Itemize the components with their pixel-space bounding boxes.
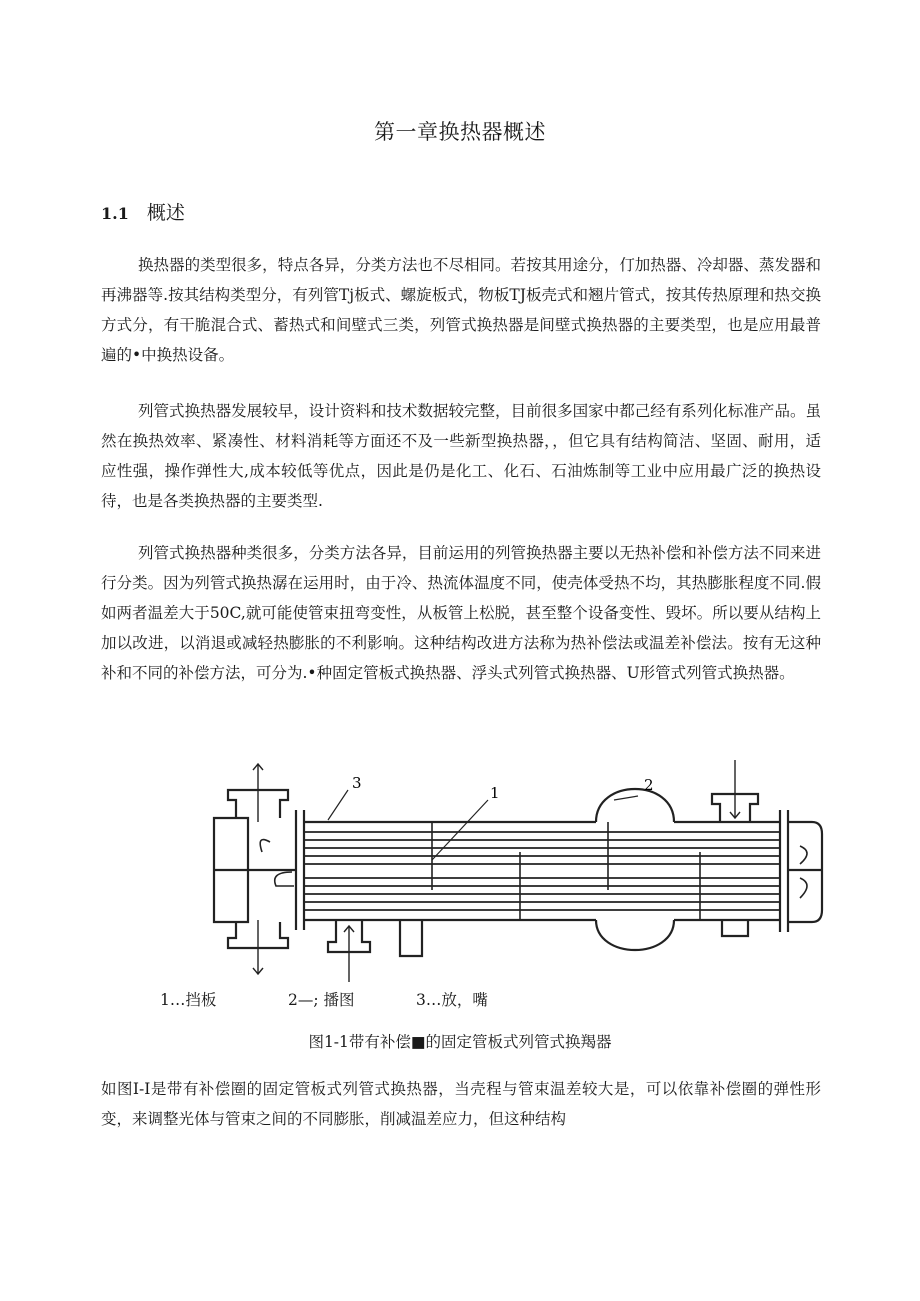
left-tube-sheet <box>296 810 304 930</box>
flow-arrow-icon <box>800 878 807 898</box>
section-heading <box>101 198 185 225</box>
callout-2: 2 <box>644 776 654 794</box>
right-head <box>780 810 788 932</box>
legend-item-1: 1…挡板 <box>160 991 217 1009</box>
paragraph-3: 列管式换热器种类很多，分类方法各异，目前运用的列管换热器主要以无热补偿和补偿方法不同来进行分类。因为列管式换热潺在运用时，由于冷、热流体温度不同，使壳体受热不均，其热膨胀程度不同.假如两者温差大于50C,就可能使管束扭弯变性，从板管上松脱，甚至整个设备变性、毁坏。所以要从结构上加以改进，以消退或减轻热膨胀的不利影响。这种结构改进方法称为热补偿法或温差补偿法。按有无这种补和不同的补偿方法，可分为.•种固定管板式换热器、浮头式列管式换热器、U形管式列管式换热器。 <box>101 544 821 682</box>
paragraph-4: 如图I-I是带有补偿圈的固定管板式列管式换热器，当壳程与管束温差较大是，可以依靠补偿圈的弹性形变，来调整光体与管束之间的不同膨胀，削减温差应力，但这种结构 <box>101 1080 821 1128</box>
heat-exchanger-figure <box>200 760 830 982</box>
tube-bundle <box>304 832 780 910</box>
paragraph-2: 列管式换热器发展较早，设计资料和技术数据较完整，目前很多国家中都己经有系列化标准产品。虽然在换热效率、紧凑性、材料消耗等方面还不及一些新型换热器，，但它具有结构简洁、坚固、耐用，适应性强，操作弹性大,成本较低等优点，因此是仍是化工、化石、石油炼制等工业中应用最广泛的换热设待，也是各类换热器的主要类型. <box>101 402 821 510</box>
section-title: 概述 <box>146 202 185 224</box>
flow-arrow-icon <box>260 840 270 852</box>
figure-caption: 图1-1带有补偿■的固定管板式列管式换羯器 <box>308 1033 612 1051</box>
saddle-support <box>400 920 422 956</box>
legend-item-3: 3…放，嘴 <box>416 991 488 1009</box>
section-number: 1.1 <box>101 204 129 223</box>
legend-item-2: 2—; 播图 <box>288 991 355 1009</box>
callout-1: 1 <box>490 784 500 802</box>
baffles <box>432 822 700 920</box>
chapter-title: 第一章换热器概述 <box>374 120 546 144</box>
callout-3: 3 <box>352 774 362 792</box>
right-bottom-nozzle <box>722 920 748 936</box>
figure-legend <box>160 988 488 1010</box>
flow-arrow-icon <box>800 846 807 864</box>
expansion-joint <box>596 789 674 822</box>
paragraph-1: 换热器的类型很多，特点各异，分类方法也不尽相同。若按其用途分，仃加热器、冷却器、蒸发器和再沸器等.按其结构类型分，有列管Tj板式、螺旋板式，物板TJ板壳式和翘片管式，按其传热原理和热交换方式分，有干脆混合式、蓄热式和间壁式三类，列管式换热器是间壁式换热器的主要类型，也是应用最普遍的•中换热设备。 <box>101 256 821 364</box>
